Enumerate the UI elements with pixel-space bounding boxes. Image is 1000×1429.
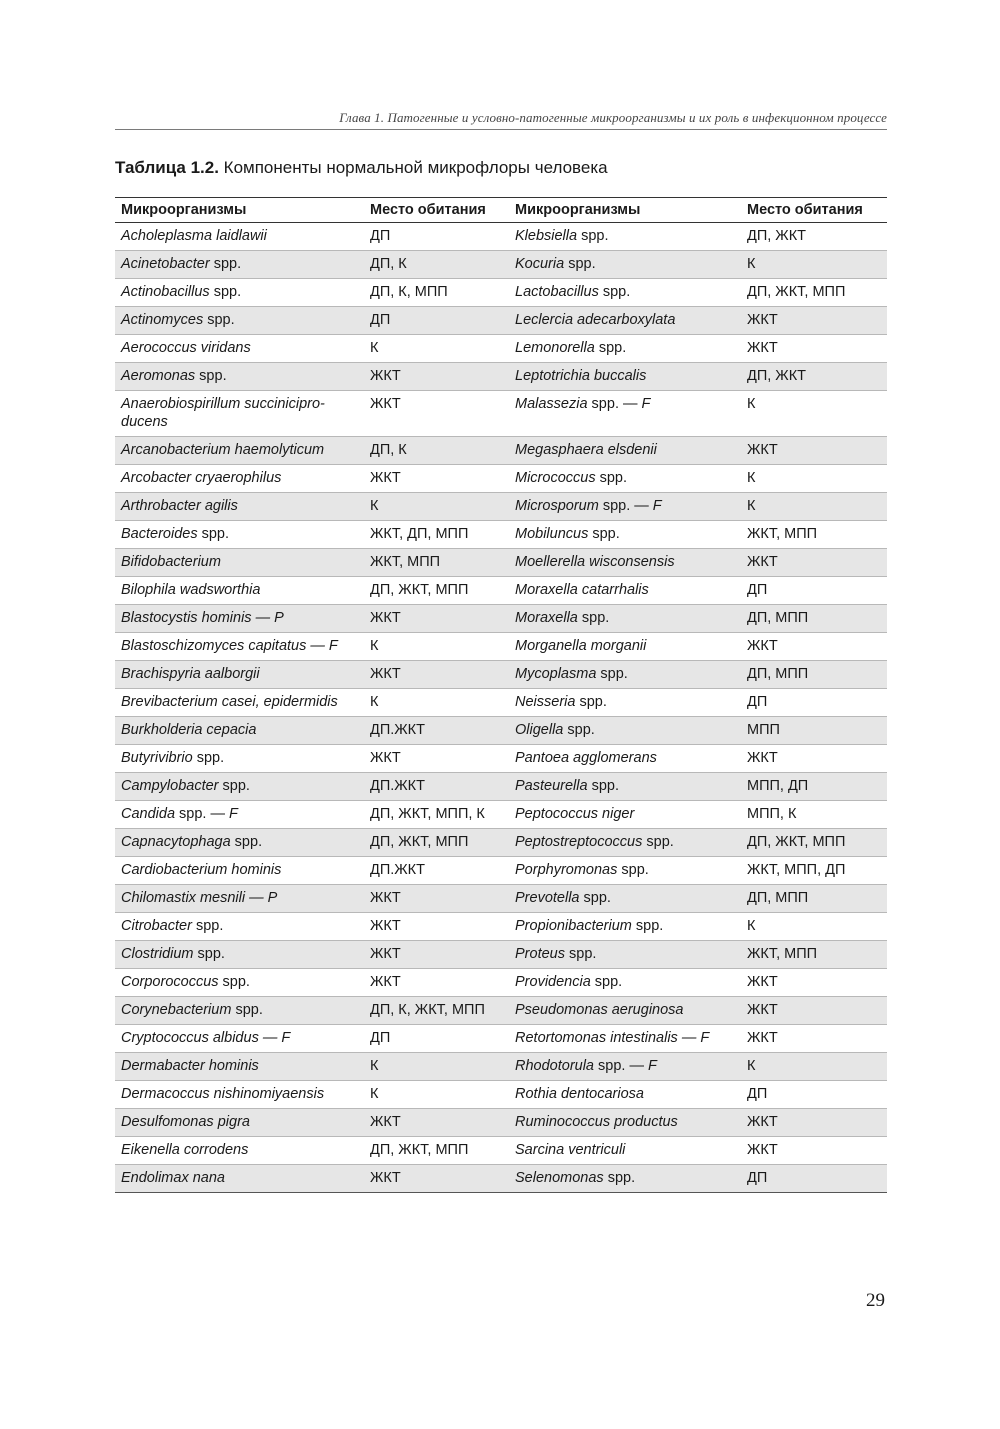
microorganism-cell — [509, 997, 741, 1025]
organism-suffix: spp. — [218, 974, 250, 990]
organism-suffix: spp. — [230, 834, 263, 850]
table-row — [115, 801, 887, 829]
habitat-cell: ДП, ЖКТ, МПП — [364, 829, 509, 857]
organism-name: Aeromonas — [121, 368, 196, 384]
habitat-cell: К — [741, 465, 887, 493]
organism-suffix: spp. — [203, 312, 235, 328]
habitat-cell: ЖКТ — [364, 969, 509, 997]
organism-name: Chilomastix mesnili — P — [121, 890, 278, 906]
organism-suffix: spp. — [231, 1002, 263, 1018]
habitat-cell: К — [741, 913, 887, 941]
microorganism-cell — [115, 1053, 364, 1081]
microorganism-cell — [509, 689, 741, 717]
organism-name: Arthrobacter agilis — [121, 498, 238, 514]
habitat-cell: ЖКТ — [741, 1025, 887, 1053]
habitat-cell: ДП, К — [364, 251, 509, 279]
organism-suffix: spp. — [563, 722, 595, 738]
organism-name: Lactobacillus — [515, 284, 599, 300]
microorganism-cell — [115, 493, 364, 521]
organism-name: Brevibacterium casei, epidermidis — [121, 694, 338, 710]
organism-suffix: spp. — [642, 834, 674, 850]
organism-suffix: spp. — — [175, 806, 230, 822]
microorganism-cell — [509, 251, 741, 279]
microorganism-cell — [115, 577, 364, 605]
microorganism-cell — [115, 773, 364, 801]
organism-suffix: spp. — [575, 694, 607, 710]
microorganism-cell — [115, 913, 364, 941]
microorganism-cell — [509, 1109, 741, 1137]
organism-name: Rhodotorula — [515, 1058, 594, 1074]
habitat-cell: ЖКТ — [741, 1109, 887, 1137]
table-row — [115, 307, 887, 335]
table-row — [115, 1053, 887, 1081]
microorganism-cell — [115, 251, 364, 279]
organism-suffix: spp. — [191, 918, 224, 934]
table-row — [115, 773, 887, 801]
habitat-cell: ЖКТ — [364, 661, 509, 689]
table-row — [115, 885, 887, 913]
organism-type: F — [229, 806, 238, 822]
habitat-cell: ЖКТ, МПП — [741, 521, 887, 549]
organism-name: Micrococcus — [515, 470, 596, 486]
microorganism-cell — [115, 829, 364, 857]
organism-name: Eikenella corrodens — [121, 1142, 249, 1158]
organism-suffix: spp. — [564, 946, 597, 962]
microorganism-cell — [509, 941, 741, 969]
habitat-cell: ЖКТ — [364, 885, 509, 913]
habitat-cell: К — [364, 689, 509, 717]
microorganism-cell — [115, 885, 364, 913]
habitat-cell: МПП, К — [741, 801, 887, 829]
organism-name: Candida — [121, 806, 176, 822]
table-row — [115, 335, 887, 363]
habitat-cell: ДП.ЖКТ — [364, 857, 509, 885]
table-row — [115, 661, 887, 689]
organism-suffix: spp. — [218, 778, 250, 794]
habitat-cell: МПП, ДП — [741, 773, 887, 801]
microorganism-cell — [115, 1137, 364, 1165]
organism-name: Blastoschizomyces capitatus — F — [121, 638, 338, 654]
organism-type: F — [648, 1058, 657, 1074]
organism-suffix: spp. — [577, 228, 609, 244]
table-row — [115, 829, 887, 857]
table-row — [115, 549, 887, 577]
organism-name: Campylobacter — [121, 778, 219, 794]
habitat-cell: ЖКТ — [364, 745, 509, 773]
microorganism-cell — [509, 1137, 741, 1165]
habitat-cell: ЖКТ, МПП — [364, 549, 509, 577]
habitat-cell: ЖКТ — [741, 1137, 887, 1165]
habitat-cell: К — [364, 335, 509, 363]
habitat-cell: ДП, ЖКТ — [741, 363, 887, 391]
microorganism-cell — [509, 437, 741, 465]
microorganism-cell — [115, 857, 364, 885]
organism-name: Peptostreptococcus — [515, 834, 643, 850]
organism-name: Desulfomonas pigra — [121, 1114, 250, 1130]
habitat-cell: ДП — [364, 307, 509, 335]
microorganism-cell — [509, 745, 741, 773]
organism-name: Arcanobacterium haemolyticum — [121, 442, 325, 458]
organism-name: Selenomonas — [515, 1170, 604, 1186]
microorganism-cell — [509, 969, 741, 997]
habitat-cell: ЖКТ — [741, 997, 887, 1025]
habitat-cell: ДП, МПП — [741, 885, 887, 913]
organism-name: Blastocystis hominis — P — [121, 610, 284, 626]
organism-name: Bifidobacterium — [121, 554, 221, 570]
organism-name: Propionibacterium — [515, 918, 632, 934]
habitat-cell: ЖКТ — [741, 633, 887, 661]
microflora-table — [115, 197, 887, 1193]
table-row — [115, 913, 887, 941]
organism-name: Actinobacillus — [121, 284, 210, 300]
organism-name: Retortomonas intestinalis — F — [515, 1030, 710, 1046]
organism-suffix: spp. — [197, 526, 230, 542]
microorganism-cell — [509, 1081, 741, 1109]
organism-name: Citrobacter — [121, 918, 192, 934]
habitat-cell: ДП, К — [364, 437, 509, 465]
page-number: 29 — [866, 1290, 885, 1311]
organism-type: F — [641, 396, 651, 412]
microorganism-cell — [115, 661, 364, 689]
organism-name: Corporococcus — [121, 974, 219, 990]
organism-name: Burkholderia cepacia — [121, 722, 257, 738]
organism-name: Cryptococcus albidus — F — [121, 1030, 291, 1046]
table-row — [115, 465, 887, 493]
organism-suffix: spp. — [587, 778, 619, 794]
table-row — [115, 941, 887, 969]
organism-name: Clostridium — [121, 946, 194, 962]
habitat-cell: ЖКТ — [741, 549, 887, 577]
habitat-cell: ДП, К, МПП — [364, 279, 509, 307]
microorganism-cell — [115, 465, 364, 493]
microorganism-cell — [115, 437, 364, 465]
habitat-cell: К — [741, 391, 887, 437]
table-row — [115, 857, 887, 885]
microorganism-cell — [509, 549, 741, 577]
organism-suffix: spp. — [564, 256, 596, 272]
organism-name: Rothia dentocariosa — [515, 1086, 644, 1102]
organism-suffix: spp. — — [587, 396, 642, 412]
microorganism-cell — [115, 745, 364, 773]
microorganism-cell — [115, 307, 364, 335]
microorganism-cell — [509, 829, 741, 857]
table-row — [115, 605, 887, 633]
habitat-cell: К — [364, 1081, 509, 1109]
habitat-cell: К — [741, 251, 887, 279]
organism-name: Leptotrichia buccalis — [515, 368, 647, 384]
table-row — [115, 1081, 887, 1109]
table-row — [115, 1137, 887, 1165]
habitat-cell: ЖКТ — [364, 391, 509, 437]
habitat-cell: ЖКТ — [364, 913, 509, 941]
habitat-cell: ЖКТ — [741, 307, 887, 335]
organism-name: Providencia — [515, 974, 591, 990]
organism-name: Porphyromonas — [515, 862, 618, 878]
microorganism-cell — [509, 335, 741, 363]
table-row — [115, 1025, 887, 1053]
microorganism-cell — [509, 801, 741, 829]
header-microorganisms-2: Микроорганизмы — [515, 202, 641, 218]
organism-name: Malassezia — [515, 396, 588, 412]
table-row — [115, 521, 887, 549]
habitat-cell: ЖКТ — [741, 969, 887, 997]
caption-text: Компоненты нормальной микрофлоры человека — [218, 158, 608, 177]
organism-name: Lemonorella — [515, 340, 595, 356]
habitat-cell: ДП, ЖКТ, МПП — [741, 829, 887, 857]
organism-name: Moellerella wisconsensis — [515, 554, 675, 570]
organism-name: Anaerobiospirillum succinicipro-ducens — [121, 396, 325, 430]
table-body — [115, 223, 887, 1193]
habitat-cell: ДП, ЖКТ, МПП, К — [364, 801, 509, 829]
habitat-cell: ЖКТ, МПП — [741, 941, 887, 969]
habitat-cell: К — [364, 633, 509, 661]
organism-suffix: spp. — [617, 862, 649, 878]
organism-name: Neisseria — [515, 694, 576, 710]
organism-suffix: spp. — [195, 368, 227, 384]
table-row — [115, 223, 887, 251]
organism-name: Microsporum — [515, 498, 599, 514]
habitat-cell: ДП — [364, 223, 509, 251]
microorganism-cell — [509, 521, 741, 549]
microorganism-cell — [509, 633, 741, 661]
microorganism-cell — [509, 493, 741, 521]
organism-name: Corynebacterium — [121, 1002, 232, 1018]
habitat-cell: ЖКТ — [364, 605, 509, 633]
microorganism-cell — [509, 465, 741, 493]
organism-name: Bacteroides — [121, 526, 198, 542]
habitat-cell: ЖКТ, МПП, ДП — [741, 857, 887, 885]
microorganism-cell — [509, 717, 741, 745]
microorganism-cell — [509, 307, 741, 335]
running-head: Глава 1. Патогенные и условно-патогенные микроорганизмы и их роль в инфекционном процессе — [339, 110, 887, 125]
organism-name: Dermacoccus nishinomiyaensis — [121, 1086, 325, 1102]
habitat-cell: ДП, МПП — [741, 661, 887, 689]
caption-label: Таблица 1.2. — [115, 158, 219, 177]
microorganism-cell — [509, 773, 741, 801]
microorganism-cell — [115, 801, 364, 829]
organism-name: Kocuria — [515, 256, 565, 272]
organism-name: Mycoplasma — [515, 666, 597, 682]
microorganism-cell — [509, 1025, 741, 1053]
microorganism-cell — [509, 913, 741, 941]
organism-name: Capnacytophaga — [121, 834, 231, 850]
organism-suffix: spp. — [603, 1170, 636, 1186]
habitat-cell: ДП, ЖКТ — [741, 223, 887, 251]
microorganism-cell — [509, 363, 741, 391]
organism-suffix: spp. — — [598, 498, 653, 514]
microorganism-cell — [115, 717, 364, 745]
organism-name: Acinetobacter — [121, 256, 210, 272]
microorganism-cell — [115, 521, 364, 549]
microorganism-cell — [115, 689, 364, 717]
organism-suffix: spp. — — [594, 1058, 648, 1074]
microorganism-cell — [509, 885, 741, 913]
table-row — [115, 363, 887, 391]
organism-name: Moraxella — [515, 610, 578, 626]
microorganism-cell — [115, 1081, 364, 1109]
organism-name: Acholeplasma laidlawii — [121, 228, 267, 244]
microorganism-cell — [115, 997, 364, 1025]
organism-name: Pantoea agglomerans — [515, 750, 657, 766]
table-row — [115, 1109, 887, 1137]
table-row — [115, 437, 887, 465]
habitat-cell: ЖКТ — [741, 335, 887, 363]
header-microorganisms-1: Микроорганизмы — [121, 202, 247, 218]
organism-suffix: spp. — [577, 610, 610, 626]
organism-name: Endolimax nana — [121, 1170, 225, 1186]
table-row — [115, 279, 887, 307]
organism-name: Leclercia adecarboxylata — [515, 312, 676, 328]
microorganism-cell — [509, 1053, 741, 1081]
microorganism-cell — [115, 223, 364, 251]
microorganism-cell — [115, 1109, 364, 1137]
organism-suffix: spp. — [590, 974, 623, 990]
habitat-cell: ДП, ЖКТ, МПП — [364, 577, 509, 605]
microorganism-cell — [115, 335, 364, 363]
header-rule — [115, 129, 887, 130]
habitat-cell: ЖКТ — [364, 465, 509, 493]
table-caption — [115, 158, 608, 178]
microorganism-cell — [509, 577, 741, 605]
organism-name: Morganella morganii — [515, 638, 647, 654]
organism-name: Moraxella catarrhalis — [515, 582, 649, 598]
organism-name: Prevotella — [515, 890, 580, 906]
organism-name: Actinomyces — [121, 312, 204, 328]
habitat-cell: ЖКТ — [364, 1165, 509, 1193]
microorganism-cell — [509, 223, 741, 251]
habitat-cell: К — [364, 493, 509, 521]
organism-suffix: spp. — [596, 666, 628, 682]
table-row — [115, 745, 887, 773]
table-row — [115, 633, 887, 661]
organism-suffix: spp. — [588, 526, 620, 542]
organism-name: Bilophila wadsworthia — [121, 582, 261, 598]
table-row — [115, 717, 887, 745]
habitat-cell: ДП — [364, 1025, 509, 1053]
table-row — [115, 997, 887, 1025]
organism-name: Butyrivibrio — [121, 750, 193, 766]
microorganism-cell — [115, 605, 364, 633]
organism-name: Proteus — [515, 946, 565, 962]
organism-suffix: spp. — [193, 946, 225, 962]
organism-name: Ruminococcus productus — [515, 1114, 678, 1130]
microorganism-cell — [115, 1025, 364, 1053]
microorganism-cell — [509, 857, 741, 885]
organism-name: Pseudomonas aeruginosa — [515, 1002, 684, 1018]
habitat-cell: ДП, К, ЖКТ, МПП — [364, 997, 509, 1025]
habitat-cell: ДП — [741, 577, 887, 605]
habitat-cell: ДП, ЖКТ, МПП — [364, 1137, 509, 1165]
table-row — [115, 391, 887, 437]
microorganism-cell — [509, 279, 741, 307]
habitat-cell: ДП.ЖКТ — [364, 773, 509, 801]
table-row — [115, 969, 887, 997]
microorganism-cell — [509, 605, 741, 633]
organism-name: Megasphaera elsdenii — [515, 442, 657, 458]
table-row — [115, 577, 887, 605]
organism-name: Oligella — [515, 722, 564, 738]
organism-suffix: spp. — [595, 470, 628, 486]
microorganism-cell — [509, 1165, 741, 1193]
organism-suffix: spp. — [598, 284, 631, 300]
microorganism-cell — [115, 1165, 364, 1193]
table-row — [115, 689, 887, 717]
microorganism-cell — [115, 279, 364, 307]
microorganism-cell — [509, 391, 741, 437]
organism-name: Brachispyria aalborgii — [121, 666, 260, 682]
table-row — [115, 493, 887, 521]
organism-suffix: spp. — [209, 284, 242, 300]
habitat-cell: ДП, ЖКТ, МПП — [741, 279, 887, 307]
habitat-cell: ЖКТ — [364, 941, 509, 969]
habitat-cell: ДП — [741, 689, 887, 717]
microorganism-cell — [115, 633, 364, 661]
habitat-cell: К — [364, 1053, 509, 1081]
header-habitat-2: Место обитания — [747, 202, 863, 218]
habitat-cell: ДП — [741, 1165, 887, 1193]
organism-name: Sarcina ventriculi — [515, 1142, 626, 1158]
organism-name: Pasteurella — [515, 778, 588, 794]
habitat-cell: ЖКТ — [741, 745, 887, 773]
microorganism-cell — [509, 661, 741, 689]
microorganism-cell — [115, 391, 364, 437]
microorganism-cell — [115, 969, 364, 997]
habitat-cell: ЖКТ — [741, 437, 887, 465]
organism-name: Cardiobacterium hominis — [121, 862, 282, 878]
header-habitat-1: Место обитания — [370, 202, 486, 218]
organism-name: Klebsiella — [515, 228, 578, 244]
table-row — [115, 251, 887, 279]
organism-type: F — [652, 498, 662, 514]
organism-name: Dermabacter hominis — [121, 1058, 259, 1074]
microorganism-cell — [115, 363, 364, 391]
table-row — [115, 1165, 887, 1193]
microorganism-cell — [115, 941, 364, 969]
habitat-cell: ДП, МПП — [741, 605, 887, 633]
habitat-cell: ДП.ЖКТ — [364, 717, 509, 745]
habitat-cell: К — [741, 493, 887, 521]
organism-suffix: spp. — [631, 918, 664, 934]
organism-suffix: spp. — [594, 340, 627, 356]
organism-suffix: spp. — [192, 750, 225, 766]
habitat-cell: ЖКТ — [364, 1109, 509, 1137]
organism-name: Mobiluncus — [515, 526, 589, 542]
microorganism-cell — [115, 549, 364, 577]
habitat-cell: ЖКТ — [364, 363, 509, 391]
habitat-cell: К — [741, 1053, 887, 1081]
organism-name: Arcobacter cryaerophilus — [121, 470, 282, 486]
table-header-row — [115, 198, 887, 223]
organism-suffix: spp. — [209, 256, 242, 272]
habitat-cell: МПП — [741, 717, 887, 745]
organism-name: Aerococcus viridans — [121, 340, 251, 356]
habitat-cell: ЖКТ, ДП, МПП — [364, 521, 509, 549]
organism-suffix: spp. — [579, 890, 611, 906]
organism-name: Peptococcus niger — [515, 806, 635, 822]
habitat-cell: ДП — [741, 1081, 887, 1109]
